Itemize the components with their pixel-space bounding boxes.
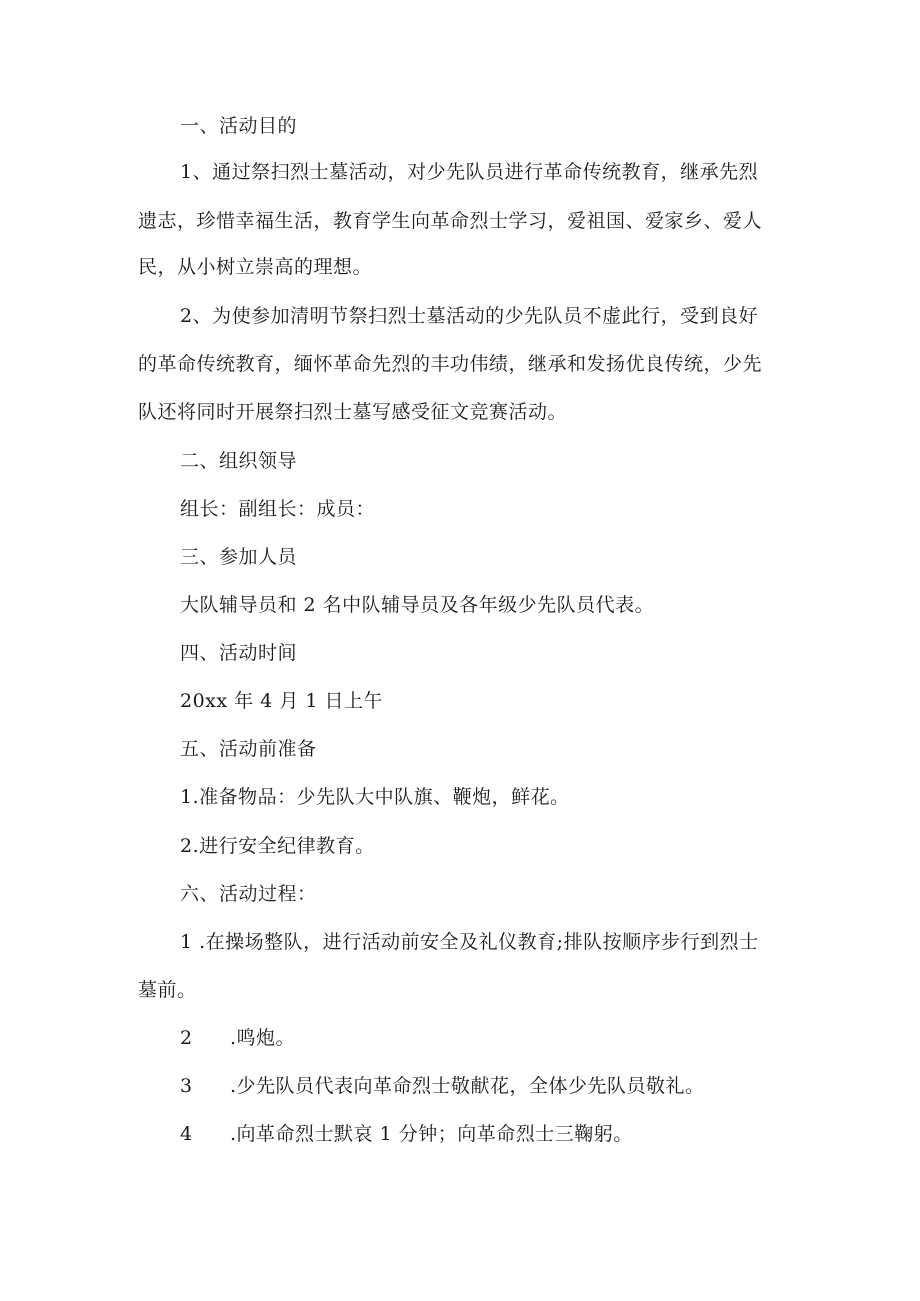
section-heading-participants: 三、参加人员 xyxy=(180,546,298,568)
paragraph-line: 墓前。 xyxy=(138,979,197,1001)
paragraph-line: 队还将同时开展祭扫烈士墓写感受征文竞赛活动。 xyxy=(138,401,568,423)
section-heading-preparation: 五、活动前准备 xyxy=(180,738,317,760)
list-item-number: 3 xyxy=(180,1075,193,1097)
paragraph-line: 遗志，珍惜幸福生活，教育学生向革命烈士学习，爱祖国、爱家乡、爱人 xyxy=(138,210,763,232)
list-item: 2.进行安全纪律教育。 xyxy=(180,835,375,857)
section-heading-time: 四、活动时间 xyxy=(180,642,298,664)
paragraph-line: 20xx 年 4 月 1 日上午 xyxy=(180,690,383,712)
section-heading-purpose: 一、活动目的 xyxy=(180,115,298,137)
paragraph-line: 2、为使参加清明节祭扫烈士墓活动的少先队员不虚此行，受到良好 xyxy=(180,305,759,327)
list-item-number: 4 xyxy=(180,1123,193,1145)
section-heading-organization: 二、组织领导 xyxy=(180,450,298,472)
list-item xyxy=(180,1110,830,1158)
paragraph-line: 1、通过祭扫烈士墓活动，对少先队员进行革命传统教育，继承先烈 xyxy=(180,161,759,183)
list-item xyxy=(180,1062,830,1110)
list-item xyxy=(180,1014,830,1062)
paragraph-line: 民，从小树立崇高的理想。 xyxy=(138,256,373,278)
paragraph-line: 的革命传统教育，缅怀革命先烈的丰功伟绩，继承和发扬优良传统，少先 xyxy=(138,353,763,375)
list-item-text: .向革命烈士默哀 1 分钟；向革命烈士三鞠躬。 xyxy=(230,1123,633,1145)
paragraph-line: 组长：副组长：成员： xyxy=(180,498,376,520)
list-item-number: 2 xyxy=(180,1027,193,1049)
list-item: 1.准备物品：少先队大中队旗、鞭炮，鲜花。 xyxy=(180,786,570,808)
list-item-text: .少先队员代表向革命烈士敬献花，全体少先队员敬礼。 xyxy=(230,1075,705,1097)
list-item: 1 .在操场整队，进行活动前安全及礼仪教育;排队按顺序步行到烈士 xyxy=(180,931,759,953)
list-item-text: .鸣炮。 xyxy=(230,1027,296,1049)
section-heading-process: 六、活动过程： xyxy=(180,883,317,905)
paragraph-line: 大队辅导员和 2 名中队辅导员及各年级少先队员代表。 xyxy=(180,594,655,616)
